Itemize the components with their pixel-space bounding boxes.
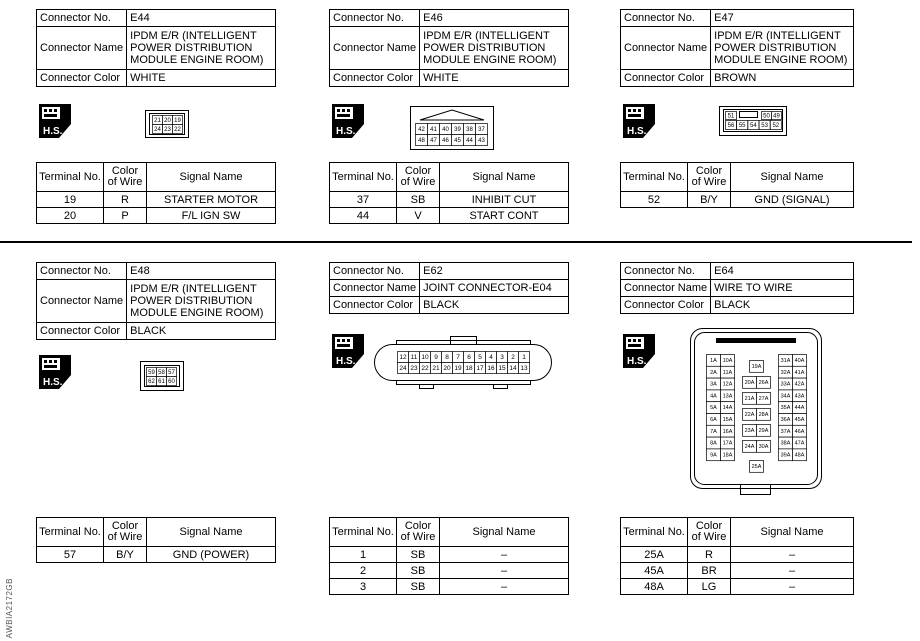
connector-pin-label: 23A xyxy=(744,427,755,434)
table-row: 19 R STARTER MOTOR xyxy=(37,192,276,208)
hs-icon xyxy=(332,104,364,138)
connector-pin-label: 16A xyxy=(722,428,733,435)
label-connector-no: Connector No. xyxy=(37,10,127,27)
col-terminal-no: Terminal No. xyxy=(37,163,104,192)
hs-icon xyxy=(623,334,655,368)
connector-pin-label: 58 xyxy=(158,369,165,376)
label-connector-color: Connector Color xyxy=(37,70,127,87)
connector-E64-info xyxy=(620,262,854,314)
connector-name-value: IPDM E/R (INTELLIGENT POWER DISTRIBUTION MODULE ENGINE ROOM) xyxy=(711,27,854,70)
label-connector-color: Connector Color xyxy=(621,297,711,314)
connector-pin-label: 22A xyxy=(744,411,755,418)
connector-pin-label: 32A xyxy=(780,369,791,376)
connector-pin-label: 28A xyxy=(758,411,769,418)
connector-color-value: BROWN xyxy=(711,70,854,87)
connector-pin-label: 47A xyxy=(794,440,805,447)
connector-pin-label: 2A xyxy=(710,369,717,376)
label-connector-name: Connector Name xyxy=(621,280,711,297)
connector-pin-label: 10A xyxy=(722,357,733,364)
connector-name-value: IPDM E/R (INTELLIGENT POWER DISTRIBUTION MODULE ENGINE ROOM) xyxy=(127,27,276,70)
table-row: 20 P F/L IGN SW xyxy=(37,208,276,224)
table-row: 44 V START CONT xyxy=(330,208,569,224)
connector-pin-label: 41A xyxy=(794,369,805,376)
label-connector-name: Connector Name xyxy=(37,27,127,70)
connector-pin-label: 13A xyxy=(722,393,733,400)
connector-no-value: E62 xyxy=(420,263,569,280)
connector-E47-terminals xyxy=(620,162,854,208)
table-row: 45A BR – xyxy=(621,563,854,579)
connector-pin-label: 56 xyxy=(727,122,735,129)
label-connector-name: Connector Name xyxy=(330,27,420,70)
connector-E64-terminals xyxy=(620,517,854,595)
label-connector-name: Connector Name xyxy=(621,27,711,70)
connector-E44-terminals xyxy=(36,162,276,224)
connector-pin-label: 7A xyxy=(710,428,717,435)
connector-pin-label: 17 xyxy=(476,364,484,372)
connector-pin-label: 24A xyxy=(744,443,755,450)
connector-name-value: WIRE TO WIRE xyxy=(711,280,854,297)
col-signal-name: Signal Name xyxy=(440,163,569,192)
connector-color-value: BLACK xyxy=(420,297,569,314)
connector-pin-label: 45 xyxy=(454,137,461,144)
connector-pin-label: 2 xyxy=(511,353,515,361)
connector-pin-label: 57 xyxy=(168,369,175,376)
connector-pin-label: 18A xyxy=(722,452,733,459)
connector-pin-label: 61 xyxy=(158,378,165,385)
table-row: 2 SB – xyxy=(330,563,569,579)
connector-pin-label: 18 xyxy=(465,364,473,372)
hs-icon xyxy=(39,104,71,138)
col-terminal-no: Terminal No. xyxy=(621,518,688,547)
connector-pin-label: 21 xyxy=(432,364,440,372)
connector-pin-label: 3 xyxy=(500,353,504,361)
connector-pin-label: 22 xyxy=(421,364,429,372)
table-row: 48A LG – xyxy=(621,579,854,595)
connector-pin-label: 13 xyxy=(520,364,528,372)
connector-pin-label: 35A xyxy=(780,405,791,412)
table-row: 25A R – xyxy=(621,547,854,563)
connector-pin-label: 15 xyxy=(498,364,506,372)
connector-pin-label: 6 xyxy=(467,353,471,361)
connector-pin-label: 5A xyxy=(710,405,717,412)
connector-pin-label: 55 xyxy=(738,122,746,129)
col-signal-name: Signal Name xyxy=(731,163,854,192)
connector-pin-label: 23 xyxy=(410,364,418,372)
label-connector-no: Connector No. xyxy=(621,263,711,280)
connector-no-value: E44 xyxy=(127,10,276,27)
connector-pin-label: 39 xyxy=(454,126,461,133)
connector-pin-label: 30A xyxy=(758,443,769,450)
table-row: 1 SB – xyxy=(330,547,569,563)
connector-pin-label: 51 xyxy=(727,113,735,120)
connector-pin-label: 8 xyxy=(445,353,449,361)
connector-pin-label: 19 xyxy=(454,364,462,372)
connector-pin-label: 8A xyxy=(710,440,717,447)
connector-pin-label: 39A xyxy=(780,452,791,459)
label-connector-name: Connector Name xyxy=(330,280,420,297)
table-row: 3 SB – xyxy=(330,579,569,595)
label-connector-no: Connector No. xyxy=(330,10,420,27)
connector-pin-label: 10 xyxy=(421,353,429,361)
connector-no-value: E46 xyxy=(420,10,569,27)
connector-color-value: WHITE xyxy=(420,70,569,87)
label-connector-no: Connector No. xyxy=(621,10,711,27)
connector-pin-label: 29A xyxy=(758,427,769,434)
connector-pin-label: 60 xyxy=(168,378,175,385)
figure-code: AWBIA2172GB xyxy=(5,578,14,639)
col-signal-name: Signal Name xyxy=(147,518,276,547)
connector-pin-label: 15A xyxy=(722,416,733,423)
col-color-of-wire: Color of Wire xyxy=(397,518,440,547)
hs-icon xyxy=(623,104,655,138)
connector-E47-info xyxy=(620,9,854,87)
connector-pin-label: 1 xyxy=(522,353,526,361)
connector-E62-terminals xyxy=(329,517,569,595)
connector-E64-face xyxy=(690,328,822,500)
col-signal-name: Signal Name xyxy=(440,518,569,547)
col-terminal-no: Terminal No. xyxy=(621,163,688,192)
connector-pin-label: 19A xyxy=(751,363,762,370)
connector-pin-label: 37 xyxy=(478,126,485,133)
connector-pin-label: 14A xyxy=(722,405,733,412)
connector-color-value: BLACK xyxy=(127,323,276,340)
connector-pin-label: 42 xyxy=(418,126,425,133)
table-row: 37 SB INHIBIT CUT xyxy=(330,192,569,208)
connector-pin-label: 26A xyxy=(758,379,769,386)
hs-icon xyxy=(39,355,71,389)
label-connector-no: Connector No. xyxy=(330,263,420,280)
connector-pin-label: 46 xyxy=(442,137,449,144)
col-terminal-no: Terminal No. xyxy=(330,518,397,547)
connector-pin-label: 44A xyxy=(794,405,805,412)
connector-pin-label: 9A xyxy=(710,452,717,459)
col-terminal-no: Terminal No. xyxy=(330,163,397,192)
connector-pin-label: 62 xyxy=(148,378,155,385)
connector-name-value: JOINT CONNECTOR-E04 xyxy=(420,280,569,297)
connector-pin-label: 20 xyxy=(443,364,451,372)
connector-pin-label: 19 xyxy=(174,117,181,124)
connector-pin-label: 38A xyxy=(780,440,791,447)
connector-pin-label: 33A xyxy=(780,381,791,388)
connector-pin-label: 25A xyxy=(751,463,762,470)
section-divider xyxy=(0,241,912,243)
connector-pin-label: 11 xyxy=(410,353,418,361)
label-connector-color: Connector Color xyxy=(330,297,420,314)
connector-pin-label: 48 xyxy=(418,137,425,144)
connector-pin-label: 4 xyxy=(489,353,493,361)
label-connector-color: Connector Color xyxy=(37,323,127,340)
connector-name-value: IPDM E/R (INTELLIGENT POWER DISTRIBUTION MODULE ENGINE ROOM) xyxy=(420,27,569,70)
col-color-of-wire: Color of Wire xyxy=(688,163,731,192)
connector-pin-label: 46A xyxy=(794,428,805,435)
connector-pin-label: 54 xyxy=(750,122,757,129)
connector-E46-info xyxy=(329,9,569,87)
table-row: 52 B/Y GND (SIGNAL) xyxy=(621,192,854,208)
connector-pin-label: 34A xyxy=(780,393,791,400)
connector-pin-label: 12 xyxy=(399,353,407,361)
connector-pin-label: 5 xyxy=(478,353,482,361)
connector-E48-terminals xyxy=(36,517,276,563)
col-color-of-wire: Color of Wire xyxy=(104,518,147,547)
col-signal-name: Signal Name xyxy=(147,163,276,192)
connector-pin-label: 38 xyxy=(466,126,473,133)
connector-pin-label: 36A xyxy=(780,416,791,423)
connector-pin-label: 44 xyxy=(466,137,473,144)
col-color-of-wire: Color of Wire xyxy=(104,163,147,192)
connector-pin-label: 42A xyxy=(794,381,805,388)
connector-pin-label: 11A xyxy=(722,369,733,376)
label-connector-name: Connector Name xyxy=(37,280,127,323)
connector-pin-label: 12A xyxy=(722,381,733,388)
label-connector-color: Connector Color xyxy=(621,70,711,87)
connector-pin-label: 17A xyxy=(722,440,733,447)
label-connector-no: Connector No. xyxy=(37,263,127,280)
connector-pin-label: 47 xyxy=(430,137,437,144)
connector-E44-info xyxy=(36,9,276,87)
connector-pin-label: 9 xyxy=(434,353,438,361)
connector-pin-label: 43A xyxy=(794,393,805,400)
connector-pin-label: 59 xyxy=(148,369,155,376)
connector-pin-label: 21A xyxy=(744,395,755,402)
connector-pin-label: 1A xyxy=(710,357,717,364)
connector-pin-label: 14 xyxy=(509,364,517,372)
connector-pin-label: 23 xyxy=(164,126,171,133)
connector-E47-face xyxy=(719,106,787,136)
col-signal-name: Signal Name xyxy=(731,518,854,547)
connector-E46-terminals xyxy=(329,162,569,224)
connector-E62-info xyxy=(329,262,569,314)
connector-pin-label: 24 xyxy=(154,126,161,133)
col-color-of-wire: Color of Wire xyxy=(397,163,440,192)
connector-pin-label: 41 xyxy=(430,126,437,133)
connector-pin-label: 37A xyxy=(780,428,791,435)
connector-pin-label: 50 xyxy=(763,113,770,120)
connector-pin-label: 48A xyxy=(794,452,805,459)
connector-no-value: E64 xyxy=(711,263,854,280)
col-terminal-no: Terminal No. xyxy=(37,518,104,547)
connector-pin-label: 31A xyxy=(780,357,791,364)
connector-E62-face xyxy=(374,332,552,394)
col-color-of-wire: Color of Wire xyxy=(688,518,731,547)
connector-pin-label: 3A xyxy=(710,381,717,388)
connector-color-value: BLACK xyxy=(711,297,854,314)
table-row: 57 B/Y GND (POWER) xyxy=(37,547,276,563)
connector-pin-label: 7 xyxy=(456,353,460,361)
connector-E44-face xyxy=(145,110,189,138)
connector-pin-label: 49 xyxy=(773,113,780,120)
connector-pin-label: 53 xyxy=(761,122,768,129)
connector-pin-label: 45A xyxy=(794,416,805,423)
connector-no-value: E48 xyxy=(127,263,276,280)
connector-pin-label: 16 xyxy=(487,364,495,372)
connector-no-value: E47 xyxy=(711,10,854,27)
connector-pin-label: 20 xyxy=(164,117,171,124)
connector-E48-face xyxy=(140,361,184,391)
connector-name-value: IPDM E/R (INTELLIGENT POWER DISTRIBUTION MODULE ENGINE ROOM) xyxy=(127,280,276,323)
connector-color-value: WHITE xyxy=(127,70,276,87)
connector-pin-label: 21 xyxy=(154,117,161,124)
connector-pin-label: 22 xyxy=(174,126,181,133)
connector-pin-label: 4A xyxy=(710,393,717,400)
connector-pin-label: 40 xyxy=(442,126,449,133)
connector-pin-label: 24 xyxy=(399,364,407,372)
connector-pin-label: 43 xyxy=(478,137,485,144)
connector-pin-label: 6A xyxy=(710,416,717,423)
label-connector-color: Connector Color xyxy=(330,70,420,87)
connector-E48-info xyxy=(36,262,276,340)
connector-pin-label: 52 xyxy=(772,122,780,129)
connector-pin-label: 40A xyxy=(794,357,805,364)
connector-E46-face xyxy=(410,106,494,150)
connector-pin-label: 20A xyxy=(744,379,755,386)
connector-pin-label: 27A xyxy=(758,395,769,402)
hs-icon xyxy=(332,334,364,368)
